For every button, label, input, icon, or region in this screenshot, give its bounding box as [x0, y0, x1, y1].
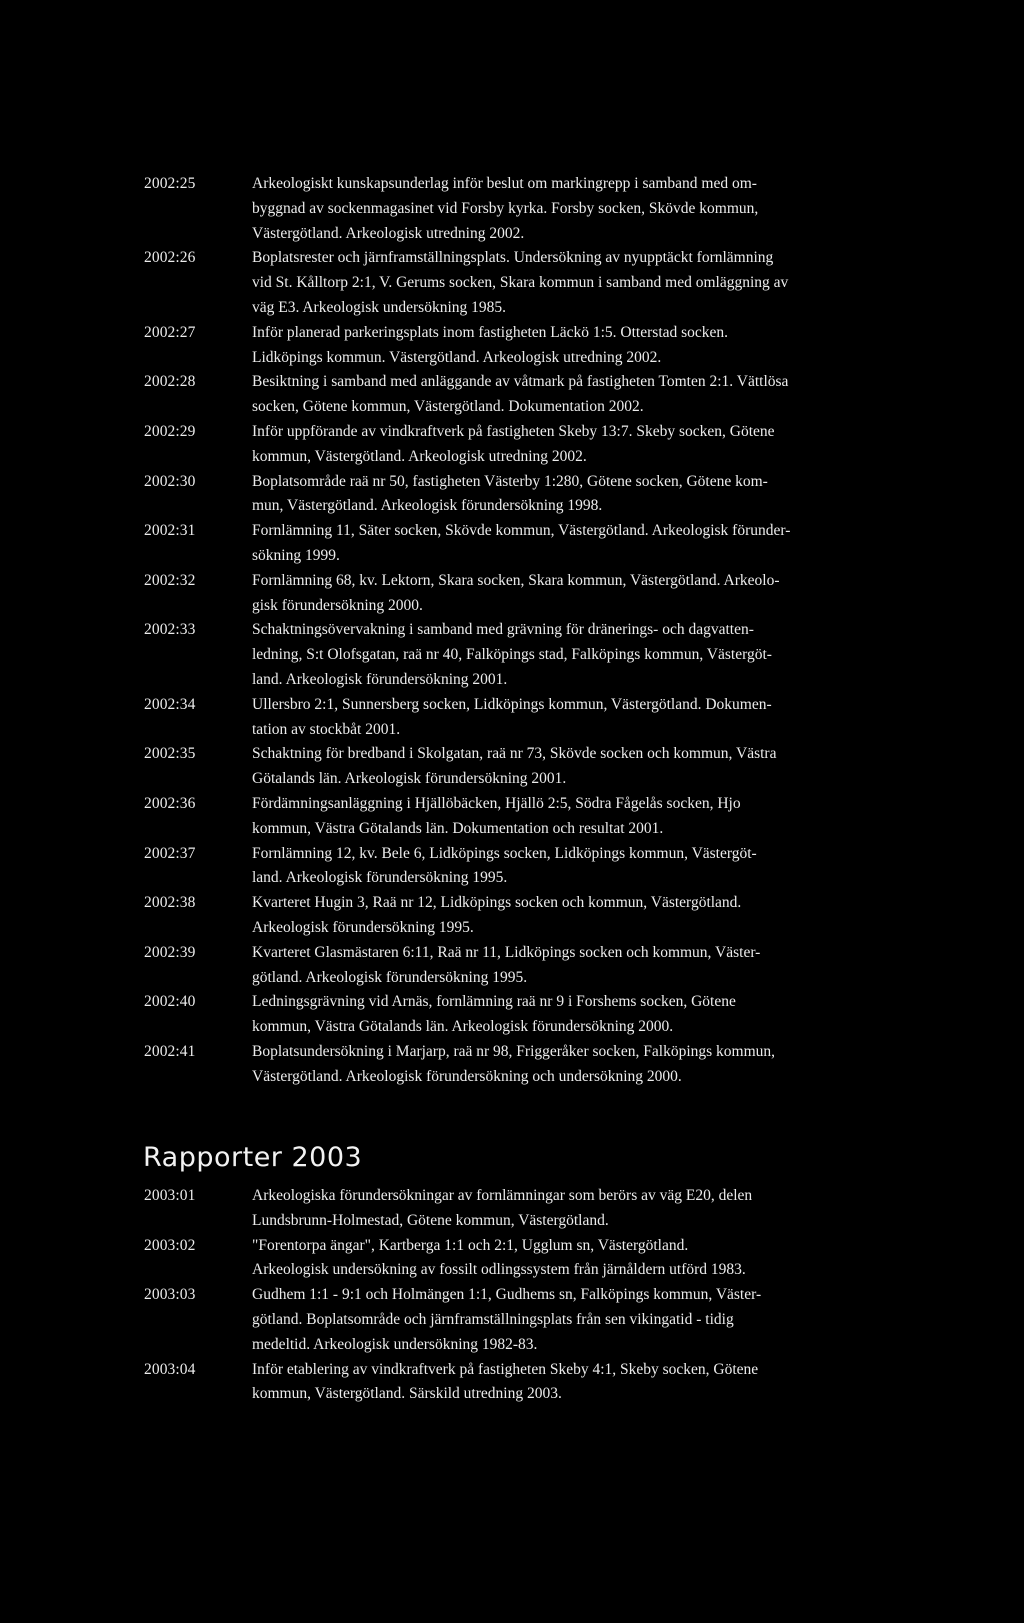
report-entry — [0, 1184, 1024, 1234]
report-entry — [0, 1283, 1024, 1357]
report-number: 2002:35 — [144, 745, 196, 763]
report-number: 2003:04 — [144, 1360, 196, 1378]
report-number: 2002:36 — [144, 794, 196, 812]
report-title: Boplatsområde raä nr 50, fastigheten Västerby 1:280, Götene socken, Götene kom- mun, Västergötland. Arkeologisk förundersökning 1998. — [252, 472, 768, 515]
report-title: Ledningsgrävning vid Arnäs, fornlämning raä nr 9 i Forshems socken, Götene kommun, Västra Götalands län. Arkeologisk förundersökning 2000. — [252, 993, 736, 1036]
report-title: Fornlämning 68, kv. Lektorn, Skara socken, Skara kommun, Västergötland. Arkeolo- gisk förundersökning 2000. — [252, 571, 780, 614]
report-entry — [0, 172, 1024, 246]
report-entry — [0, 1040, 1024, 1090]
report-number: 2003:02 — [144, 1236, 196, 1254]
report-title: "Forentorpa ängar", Kartberga 1:1 och 2:1, Ugglum sn, Västergötland. Arkeologisk undersökning av fossilt odlingssystem från järnåldern utförd 1983. — [252, 1236, 746, 1279]
report-number: 2002:39 — [144, 943, 196, 961]
report-list-2002 — [0, 172, 1024, 1089]
report-number: 2003:03 — [144, 1286, 196, 1304]
report-number: 2002:38 — [144, 894, 196, 912]
report-title: Arkeologiska förundersökningar av fornlämningar som berörs av väg E20, delen Lundsbrunn-Holmestad, Götene kommun, Västergötland. — [252, 1187, 753, 1229]
report-entry — [0, 321, 1024, 371]
report-number: 2002:34 — [144, 695, 196, 713]
report-entry — [0, 370, 1024, 420]
report-title: Kvarteret Glasmästaren 6:11, Raä nr 11, Lidköpings socken och kommun, Väster- götland. Arkeologisk förundersökning 1995. — [252, 943, 761, 986]
report-entry — [0, 569, 1024, 619]
report-title: Arkeologiskt kunskapsunderlag inför beslut om markingrepp i samband med om- byggnad av sockenmagasinet vid Forsby kyrka. Forsby socken, Skövde kommun, Västergötland. Arkeologisk utredning 2002. — [252, 175, 759, 242]
report-entry — [0, 990, 1024, 1040]
report-title: Boplatsrester och järnframställningsplats. Undersökning av nyupptäckt fornlämning vid St. Kålltorp 2:1, V. Gerums socken, Skara kommun i samband med omläggning av väg E3. Arkeologisk undersökning 1985. — [252, 249, 789, 316]
report-list-2003 — [0, 1184, 1024, 1407]
report-title: Fördämningsanläggning i Hjällöbäcken, Hjällö 2:5, Södra Fågelås socken, Hjo kommun, Västra Götalands län. Dokumentation och resultat 2001. — [252, 794, 741, 837]
report-number: 2002:33 — [144, 621, 196, 639]
report-entry — [0, 519, 1024, 569]
report-number: 2002:26 — [144, 249, 196, 267]
report-entry — [0, 246, 1024, 320]
report-entry — [0, 842, 1024, 892]
report-title: Kvarteret Hugin 3, Raä nr 12, Lidköpings socken och kommun, Västergötland. Arkeologisk förundersökning 1995. — [252, 894, 742, 936]
report-title: Fornlämning 11, Säter socken, Skövde kommun, Västergötland. Arkeologisk förunder- sökning 1999. — [252, 522, 791, 564]
report-number: 2002:28 — [144, 373, 196, 391]
report-entry — [0, 1234, 1024, 1284]
report-title: Schaktning för bredband i Skolgatan, raä nr 73, Skövde socken och kommun, Västra Götalands län. Arkeologisk förundersökning 2001. — [252, 745, 777, 788]
report-title: Gudhem 1:1 - 9:1 och Holmängen 1:1, Gudhems sn, Falköpings kommun, Väster- götland. Boplatsområde och järnframställningsplats från sen vikingatid - tidig medeltid. Arkeologisk undersökning 1982-83. — [252, 1286, 762, 1353]
report-entry — [0, 941, 1024, 991]
report-entry — [0, 693, 1024, 743]
report-title: Ullersbro 2:1, Sunnersberg socken, Lidköpings kommun, Västergötland. Dokumen- tation av stockbåt 2001. — [252, 695, 772, 738]
report-entry — [0, 1358, 1024, 1408]
report-title: Fornlämning 12, kv. Bele 6, Lidköpings socken, Lidköpings kommun, Västergöt- land. Arkeologisk förundersökning 1995. — [252, 844, 757, 887]
report-number: 2002:25 — [144, 175, 196, 192]
report-entry — [0, 891, 1024, 941]
report-title: Inför uppförande av vindkraftverk på fastigheten Skeby 13:7. Skeby socken, Götene kommun, Västergötland. Arkeologisk utredning 2002. — [252, 422, 775, 465]
report-entry — [0, 618, 1024, 692]
report-title: Inför planerad parkeringsplats inom fastigheten Läckö 1:5. Otterstad socken. Lidköpings kommun. Västergötland. Arkeologisk utredning 2002. — [252, 323, 729, 366]
report-entry — [0, 470, 1024, 520]
report-number: 2002:37 — [144, 844, 196, 862]
report-entry — [0, 742, 1024, 792]
report-entry — [0, 792, 1024, 842]
report-number: 2002:32 — [144, 571, 196, 589]
report-entry — [0, 420, 1024, 470]
report-number: 2003:01 — [144, 1187, 196, 1204]
report-number: 2002:27 — [144, 323, 196, 341]
report-title: Schaktningsövervakning i samband med grävning för dränerings- och dagvatten- ledning, S:t Olofsgatan, raä nr 40, Falköpings stad, Falköpings kommun, Västergöt- land. Arkeologisk förundersökning 2001. — [252, 621, 772, 688]
report-number: 2002:40 — [144, 993, 196, 1011]
report-number: 2002:31 — [144, 522, 196, 540]
report-number: 2002:29 — [144, 422, 196, 440]
section-heading: Rapporter 2003 — [143, 1142, 363, 1173]
report-number: 2002:41 — [144, 1042, 196, 1060]
report-title: Besiktning i samband med anläggande av våtmark på fastigheten Tomten 2:1. Vättlösa socken, Götene kommun, Västergötland. Dokumentation 2002. — [252, 373, 789, 416]
report-title: Boplatsundersökning i Marjarp, raä nr 98, Friggeråker socken, Falköpings kommun, Västergötland. Arkeologisk förundersökning och undersökning 2000. — [252, 1042, 776, 1085]
report-number: 2002:30 — [144, 472, 196, 490]
report-title: Inför etablering av vindkraftverk på fastigheten Skeby 4:1, Skeby socken, Götene kommun, Västergötland. Särskild utredning 2003. — [252, 1360, 759, 1403]
